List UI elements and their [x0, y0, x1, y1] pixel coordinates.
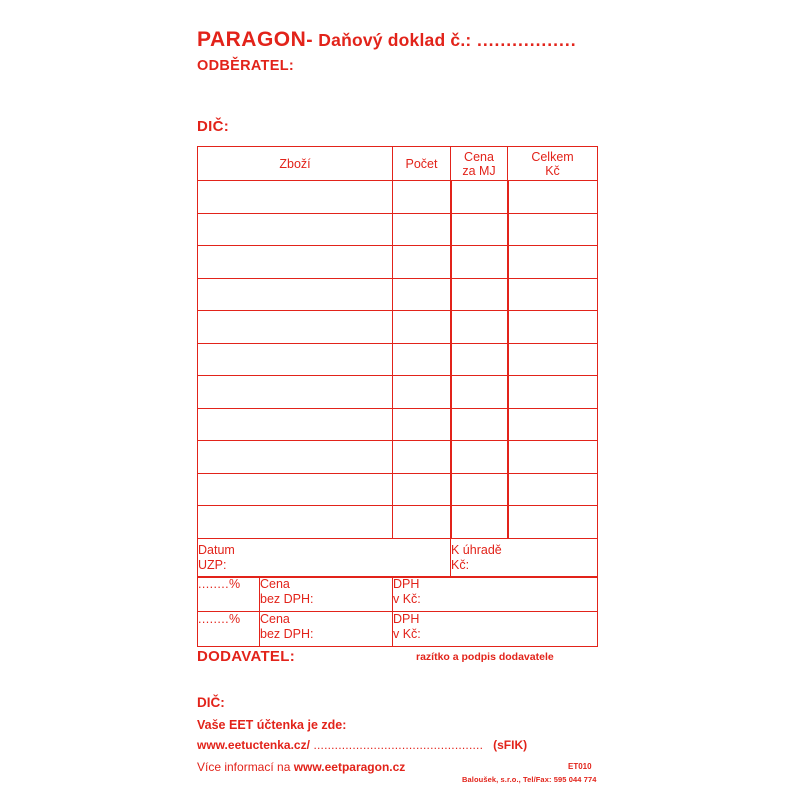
cell-quantity[interactable] — [393, 213, 451, 246]
more-info-prefix: Více informací na — [197, 760, 294, 774]
table-row[interactable] — [198, 376, 598, 409]
customer-vat-id-label: DIČ: — [197, 118, 230, 135]
payment-label-line1: K úhradě — [451, 543, 502, 557]
cell-total[interactable] — [508, 213, 598, 246]
product-code: ET010 — [568, 762, 592, 771]
cell-goods[interactable] — [198, 278, 393, 311]
vat-base-label-line1: Cena — [260, 611, 290, 626]
eet-url-link[interactable]: www.eetuctenka.cz/ — [197, 738, 310, 752]
date-label-line2: UZP: — [198, 557, 227, 572]
vat-rate-field-1[interactable]: ........% — [198, 576, 260, 611]
cell-quantity[interactable] — [393, 506, 451, 539]
column-header-unit-price-line2: za MJ — [462, 163, 496, 178]
cell-total[interactable] — [508, 408, 598, 441]
column-header-unit-price-line1: Cena — [464, 149, 494, 164]
cell-unit-price[interactable] — [451, 181, 508, 214]
cell-quantity[interactable] — [393, 311, 451, 344]
form-header — [197, 28, 617, 74]
title-dash: - — [306, 30, 313, 51]
more-info-line — [197, 760, 405, 774]
column-header-goods: Zboží — [198, 147, 393, 181]
column-header-unit-price — [451, 147, 508, 181]
payment-label-line2: Kč: — [451, 557, 470, 572]
cell-quantity[interactable] — [393, 181, 451, 214]
date-uzp-field[interactable] — [198, 538, 451, 577]
vat-amount-field-2[interactable] — [393, 611, 598, 646]
table-row[interactable] — [198, 408, 598, 441]
cell-quantity[interactable] — [393, 278, 451, 311]
vat-base-label-line1: Cena — [260, 576, 290, 591]
column-header-quantity: Počet — [393, 147, 451, 181]
customer-label: ODBĚRATEL: — [197, 58, 294, 74]
cell-total[interactable] — [508, 181, 598, 214]
stamp-signature-note: razítko a podpis dodavatele — [416, 651, 554, 663]
items-table — [197, 146, 598, 578]
cell-unit-price[interactable] — [451, 506, 508, 539]
vat-row[interactable] — [198, 576, 598, 611]
document-type-label: Daňový doklad č.: — [318, 30, 472, 50]
document-number-blank: ................. — [476, 30, 577, 50]
cell-total[interactable] — [508, 376, 598, 409]
cell-goods[interactable] — [198, 473, 393, 506]
cell-unit-price[interactable] — [451, 246, 508, 279]
summary-date-payment-row[interactable] — [198, 538, 598, 577]
cell-quantity[interactable] — [393, 408, 451, 441]
vat-base-label-line2: bez DPH: — [260, 591, 314, 606]
vat-amount-label-line1: DPH — [393, 611, 420, 626]
cell-total[interactable] — [508, 278, 598, 311]
cell-unit-price[interactable] — [451, 376, 508, 409]
table-row[interactable] — [198, 213, 598, 246]
cell-goods[interactable] — [198, 311, 393, 344]
date-label-line1: Datum — [198, 543, 235, 557]
cell-unit-price[interactable] — [451, 343, 508, 376]
table-row[interactable] — [198, 473, 598, 506]
table-row[interactable] — [198, 506, 598, 539]
eet-receipt-text: Vaše EET účtenka je zde: — [197, 718, 347, 732]
vat-amount-label-line1: DPH — [393, 576, 420, 591]
cell-unit-price[interactable] — [451, 473, 508, 506]
cell-total[interactable] — [508, 246, 598, 279]
vat-amount-field-1[interactable] — [393, 576, 598, 611]
vat-row[interactable] — [198, 611, 598, 646]
items-table-wrapper — [197, 146, 597, 647]
vat-base-label-line2: bez DPH: — [260, 626, 314, 641]
form-title — [197, 28, 617, 52]
table-row[interactable] — [198, 246, 598, 279]
cell-goods[interactable] — [198, 181, 393, 214]
cell-unit-price[interactable] — [451, 213, 508, 246]
cell-total[interactable] — [508, 311, 598, 344]
cell-total[interactable] — [508, 473, 598, 506]
cell-unit-price[interactable] — [451, 278, 508, 311]
column-header-total-line1: Celkem — [531, 149, 574, 164]
column-header-total-line2: Kč — [545, 163, 560, 178]
cell-quantity[interactable] — [393, 473, 451, 506]
supplier-label: DODAVATEL: — [197, 648, 295, 665]
cell-total[interactable] — [508, 343, 598, 376]
vat-base-field-1[interactable] — [260, 576, 393, 611]
table-row[interactable] — [198, 441, 598, 474]
cell-goods[interactable] — [198, 376, 393, 409]
cell-quantity[interactable] — [393, 246, 451, 279]
cell-total[interactable] — [508, 506, 598, 539]
vat-amount-label-line2: v Kč: — [393, 626, 421, 641]
table-row[interactable] — [198, 278, 598, 311]
cell-goods[interactable] — [198, 343, 393, 376]
cell-unit-price[interactable] — [451, 408, 508, 441]
cell-quantity[interactable] — [393, 441, 451, 474]
payment-total-field[interactable] — [451, 538, 598, 577]
cell-goods[interactable] — [198, 408, 393, 441]
cell-goods[interactable] — [198, 246, 393, 279]
cell-total[interactable] — [508, 441, 598, 474]
eetparagon-url-link[interactable]: www.eetparagon.cz — [293, 760, 406, 774]
table-row[interactable] — [198, 311, 598, 344]
table-row[interactable] — [198, 181, 598, 214]
column-header-total — [508, 147, 598, 181]
cell-quantity[interactable] — [393, 343, 451, 376]
cell-unit-price[interactable] — [451, 441, 508, 474]
cell-goods[interactable] — [198, 213, 393, 246]
sfik-label: (sFIK) — [493, 738, 528, 752]
eet-url-line — [197, 738, 527, 752]
items-table-header-row — [198, 147, 598, 181]
brand-name: PARAGON — [197, 28, 307, 51]
publisher-imprint: Baloušek, s.r.o., Tel/Fax: 595 044 774 — [462, 775, 597, 784]
cell-goods[interactable] — [198, 506, 393, 539]
cell-quantity[interactable] — [393, 376, 451, 409]
table-row[interactable] — [198, 343, 598, 376]
vat-rate-field-2[interactable]: ........% — [198, 611, 260, 646]
vat-amount-label-line2: v Kč: — [393, 591, 421, 606]
cell-unit-price[interactable] — [451, 311, 508, 344]
vat-base-field-2[interactable] — [260, 611, 393, 646]
vat-summary-table — [197, 576, 598, 647]
eet-url-blank: ................................................ — [309, 738, 484, 752]
supplier-vat-id-label: DIČ: — [197, 695, 225, 710]
cell-goods[interactable] — [198, 441, 393, 474]
